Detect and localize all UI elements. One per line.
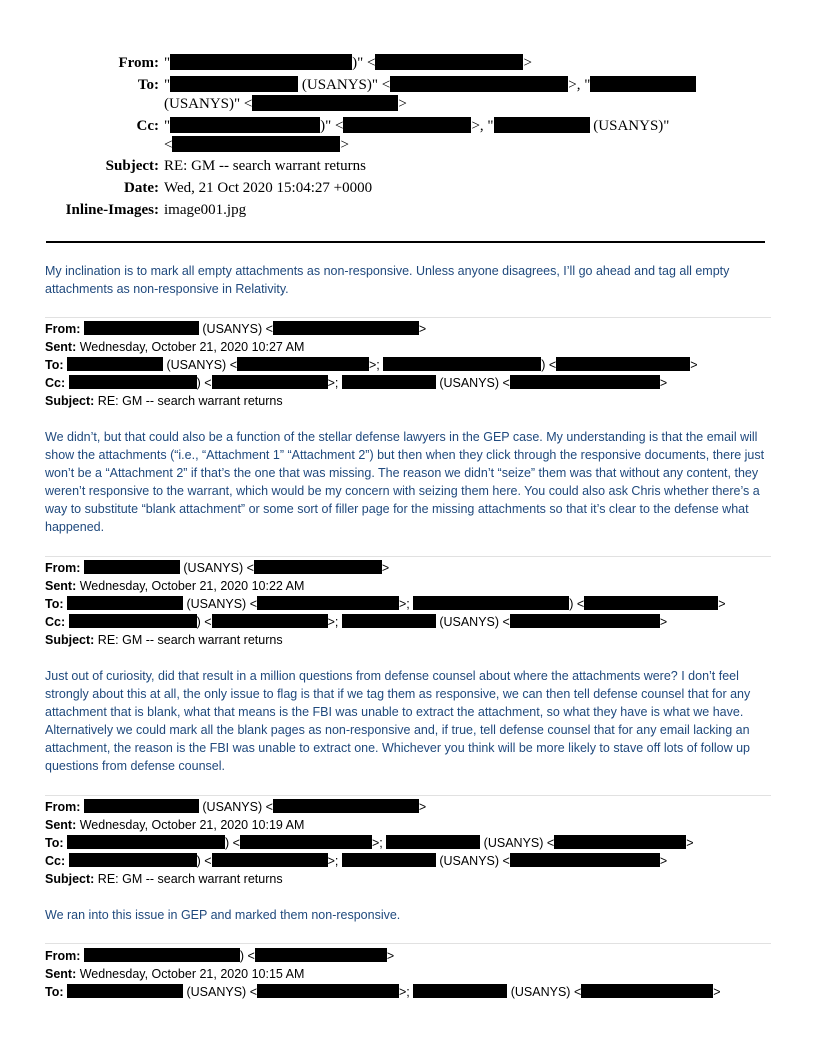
to-label: To: bbox=[137, 77, 159, 93]
message-body: We ran into this issue in GEP and marked them non-responsive. bbox=[45, 908, 401, 922]
from-value: " )" < > bbox=[164, 55, 532, 71]
from-label: From: bbox=[45, 800, 81, 814]
from-label: From: bbox=[118, 55, 159, 71]
redaction bbox=[69, 375, 197, 389]
redaction bbox=[252, 95, 398, 111]
redaction bbox=[510, 375, 660, 389]
redaction bbox=[494, 117, 590, 133]
to-label: To: bbox=[45, 985, 64, 999]
org-label: (USANYS)" bbox=[593, 118, 670, 134]
quoted-header: From: (USANYS) < > Sent: Wednesday, October 21, 2020 10:27 AM To: (USANYS) < >; ) < > Cc: ) < >; (USANYS) < > Subject: RE: GM -- search warrant returns bbox=[45, 322, 698, 408]
redaction bbox=[212, 614, 328, 628]
to-value-cont: (USANYS)" < > bbox=[164, 96, 407, 112]
to-label: To: bbox=[45, 597, 64, 611]
redaction bbox=[67, 596, 183, 610]
message-body: My inclination is to mark all empty attachments as non-responsive. Unless anyone disagrees, I’ll go ahead and tag all empty attachments as non-responsive in Relativity. bbox=[45, 264, 730, 296]
divider bbox=[45, 795, 771, 796]
redaction bbox=[510, 614, 660, 628]
redaction bbox=[84, 948, 240, 962]
sent-label: Sent: bbox=[45, 967, 77, 981]
subject-value: RE: GM -- search warrant returns bbox=[97, 633, 283, 647]
subject-label: Subject: bbox=[45, 394, 95, 408]
org-label: (USANYS) bbox=[166, 358, 227, 372]
redaction bbox=[342, 853, 436, 867]
header-divider bbox=[46, 241, 765, 243]
redaction bbox=[584, 596, 718, 610]
redaction bbox=[273, 799, 419, 813]
sent-value: Wednesday, October 21, 2020 10:22 AM bbox=[79, 579, 305, 593]
org-label: (USANYS) bbox=[183, 561, 244, 575]
redaction bbox=[375, 54, 523, 70]
subject-value: RE: GM -- search warrant returns bbox=[164, 158, 367, 174]
redaction bbox=[581, 984, 713, 998]
subject-value: RE: GM -- search warrant returns bbox=[97, 872, 283, 886]
quoted-header: From: (USANYS) < > Sent: Wednesday, October 21, 2020 10:22 AM To: (USANYS) < >; ) < > Cc: ) < >; (USANYS) < > Subject: RE: GM -- search warrant returns bbox=[45, 561, 726, 647]
sent-value: Wednesday, October 21, 2020 10:19 AM bbox=[79, 818, 305, 832]
redaction bbox=[257, 984, 399, 998]
quoted-header: From: (USANYS) < > Sent: Wednesday, October 21, 2020 10:19 AM To: ) < >; (USANYS) < > Cc: ) < >; (USANYS) < > Subject: RE: GM -- search warrant returns bbox=[45, 800, 694, 886]
divider bbox=[45, 556, 771, 557]
redaction bbox=[69, 614, 197, 628]
redaction bbox=[590, 76, 696, 92]
sent-label: Sent: bbox=[45, 340, 77, 354]
cc-label: Cc: bbox=[45, 376, 66, 390]
redaction bbox=[510, 853, 660, 867]
org-label: (USANYS) bbox=[483, 836, 544, 850]
redaction bbox=[84, 321, 199, 335]
redaction bbox=[67, 357, 163, 371]
to-label: To: bbox=[45, 836, 64, 850]
message-body: Just out of curiosity, did that result in a million questions from defense counsel about where the attachments were? I don’t feel strongly about this at all, the only issue to flag is that if we tag them as responsive, we can then tell defense counsel that for any attachment that is blank, what that means is the FBI was unable to extract the attachment, so what they have is what we have. Alternatively we could mark all the blank pages as non-responsive and, if true, tell defense counsel that for any email lacking an attachment, the reason is the FBI was unable to extract one. Whichever you think will be more likely to stave off lots of follow up questions from defense counsel. bbox=[45, 669, 751, 773]
org-label: (USANYS) bbox=[186, 597, 247, 611]
org-label: (USANYS) bbox=[439, 615, 500, 629]
redaction bbox=[212, 375, 328, 389]
sent-value: Wednesday, October 21, 2020 10:15 AM bbox=[79, 967, 305, 981]
cc-value: " )" < >, " (USANYS)" bbox=[164, 118, 670, 134]
redaction bbox=[255, 948, 387, 962]
subject-label: Subject: bbox=[45, 872, 95, 886]
redaction bbox=[343, 117, 471, 133]
redaction bbox=[254, 560, 382, 574]
org-label: (USANYS) bbox=[510, 985, 571, 999]
org-label: (USANYS) bbox=[202, 800, 263, 814]
redaction bbox=[342, 614, 436, 628]
message-body: We didn’t, but that could also be a function of the stellar defense lawyers in the GEP case. My understanding is that the email will show the attachments (“i.e., “Attachment 1” “Attachment 2”) but then when they click through the responsive documents, there just won’t be a “Attachment 2” if that’s the one that was missing. The reason we didn’t “seize” them was that without any content, they weren’t responsive to the warrant, which would be my concern with seizing them here. You could also ask Chris whether there’s a way to substitute “blank attachment” or some sort of filler page for the missing attachments so that it’s clear to the defense what happened. bbox=[45, 430, 765, 534]
to-value: " (USANYS)" < >, " bbox=[164, 76, 696, 95]
redaction bbox=[240, 835, 372, 849]
subject-label: Subject: bbox=[45, 633, 95, 647]
org-label: (USANYS)" bbox=[301, 77, 379, 93]
subject-label: Subject: bbox=[105, 158, 159, 174]
redaction bbox=[413, 596, 569, 610]
inline-images-value: image001.jpg bbox=[164, 202, 247, 218]
subject-value: RE: GM -- search warrant returns bbox=[97, 394, 283, 408]
sent-label: Sent: bbox=[45, 818, 77, 832]
from-label: From: bbox=[45, 322, 81, 336]
date-value: Wed, 21 Oct 2020 15:04:27 +0000 bbox=[164, 180, 373, 196]
redaction bbox=[67, 984, 183, 998]
cc-label: Cc: bbox=[45, 854, 66, 868]
redaction bbox=[390, 76, 568, 92]
sent-label: Sent: bbox=[45, 579, 77, 593]
inline-images-label: Inline-Images: bbox=[65, 202, 159, 218]
org-label: (USANYS) bbox=[439, 854, 500, 868]
org-label: (USANYS) bbox=[186, 985, 247, 999]
cc-label: Cc: bbox=[136, 118, 159, 134]
redaction bbox=[84, 799, 199, 813]
org-label: (USANYS) bbox=[202, 322, 263, 336]
org-label: (USANYS) bbox=[439, 376, 500, 390]
redaction bbox=[554, 835, 686, 849]
redaction bbox=[67, 835, 225, 849]
org-label: (USANYS)" bbox=[164, 96, 241, 112]
redaction bbox=[212, 853, 328, 867]
divider bbox=[45, 317, 771, 318]
redaction bbox=[386, 835, 480, 849]
redaction bbox=[172, 136, 340, 152]
redaction bbox=[257, 596, 399, 610]
redaction bbox=[237, 357, 369, 371]
redaction bbox=[170, 117, 320, 133]
redaction bbox=[413, 984, 507, 998]
from-label: From: bbox=[45, 561, 81, 575]
from-label: From: bbox=[45, 949, 81, 963]
date-label: Date: bbox=[124, 180, 159, 196]
quoted-header: From: ) < > Sent: Wednesday, October 21, 2020 10:15 AM To: (USANYS) < >; (USANYS) < > bbox=[45, 949, 721, 999]
cc-value-cont: < > bbox=[164, 137, 349, 153]
redaction bbox=[69, 853, 197, 867]
redaction bbox=[170, 76, 298, 92]
redaction bbox=[342, 375, 436, 389]
redaction bbox=[273, 321, 419, 335]
cc-label: Cc: bbox=[45, 615, 66, 629]
redaction bbox=[383, 357, 541, 371]
redaction bbox=[170, 54, 352, 70]
to-label: To: bbox=[45, 358, 64, 372]
redaction bbox=[84, 560, 180, 574]
divider bbox=[45, 943, 771, 944]
sent-value: Wednesday, October 21, 2020 10:27 AM bbox=[79, 340, 305, 354]
redaction bbox=[556, 357, 690, 371]
